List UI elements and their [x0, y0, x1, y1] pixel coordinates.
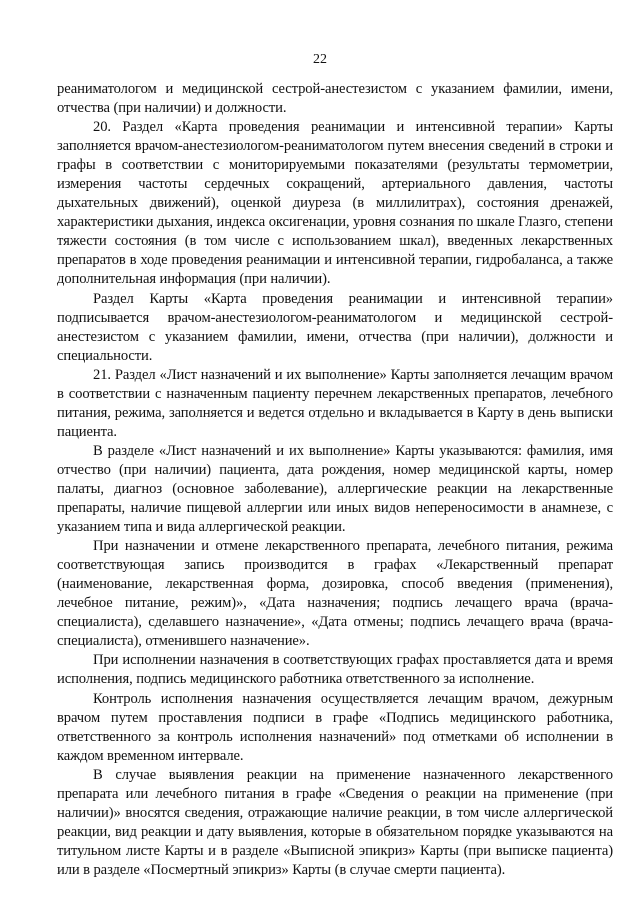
document-body — [57, 80, 613, 880]
paragraph-prescribe-cancel: При назначении и отмене лекарственного препарата, лечебного питания, режима соответствующая запись производится в графах «Лекарственный препарат (наименование, лекарственная форма, дозировка, способ введения (применения), лечебное питание, режим)», «Дата назначения; подпись лечащего врача (врача-специалиста), сделавшего назначение», «Дата отмены; подпись лечащего врача (врача-специалиста), отменившего назначение». — [57, 538, 613, 650]
paragraph-reaction: В случае выявления реакции на применение назначенного лекарственного препарата или лечебного питания в графе «Сведения о реакции на применение (при наличии)» вносятся сведения, отражающие наличие реакции, в том числе аллергической реакции, вид реакции и дату выявления, которые в обязательном порядке указываются на титульном листе Карты и в разделе «Выписной эпикриз» Карты (при выписке пациента) или в разделе «Посмертный эпикриз» Карты (в случае смерти пациента). — [57, 766, 613, 878]
paragraph-continuation: реаниматологом и медицинской сестрой-анестезистом с указанием фамилии, имени, отчества (при наличии) и должности. — [57, 81, 613, 117]
paragraph-prescription-sheet-fields: В разделе «Лист назначений и их выполнение» Карты указываются: фамилия, имя отчество (при наличии) пациента, дата рождения, номер медицинской карты, номер палаты, диагноз (основное заболевание), аллергические реакции на лекарственные препараты, наличие пищевой аллергии или иных видов непереносимости в анамнезе, с указанием типа и вида аллергической реакции. — [57, 442, 613, 536]
paragraph-control: Контроль исполнения назначения осуществляется лечащим врачом, дежурным врачом путем проставления подписи в графе «Подпись медицинского работника, ответственного за контроль исполнения назначений» под отметками об исполнении в каждом временном интервале. — [57, 690, 613, 764]
paragraph-section-20-signature: Раздел Карты «Карта проведения реанимации и интенсивной терапии» подписывается врачом-анестезиологом-реаниматологом и медицинской сестрой-анестезистом с указанием фамилии, имени, отчества (при наличии), должности и специальности. — [57, 290, 613, 364]
page-number: 22 — [313, 52, 327, 67]
paragraph-execution: При исполнении назначения в соответствующих графах проставляется дата и время исполнения, подпись медицинского работника ответственного за исполнение. — [57, 652, 613, 688]
paragraph-section-20: 20. Раздел «Карта проведения реанимации и интенсивной терапии» Карты заполняется врачом-анестезиологом-реаниматологом путем внесения сведений в строки и графы в соответствии с мониторируемыми показателями (результаты термометрии, измерения частоты сердечных сокращений, артериального давления, частоты дыхательных движений), оценкой диуреза (в миллилитрах), состояния дренажей, характеристики дыхания, индекса оксигенации, уровня сознания по шкале Глазго, степени тяжести состояния (в том числе с использованием шкал), введенных лекарственных препаратов в ходе проведения реанимации и интенсивной терапии, гидробаланса, а также дополнительная информация (при наличии). — [57, 119, 613, 288]
paragraph-section-21: 21. Раздел «Лист назначений и их выполнение» Карты заполняется лечащим врачом в соответствии с назначенным пациенту перечнем лекарственных препаратов, лечебного питания, режима, заполняется и ведется отдельно и вкладывается в Карту в день выписки пациента. — [57, 366, 613, 440]
